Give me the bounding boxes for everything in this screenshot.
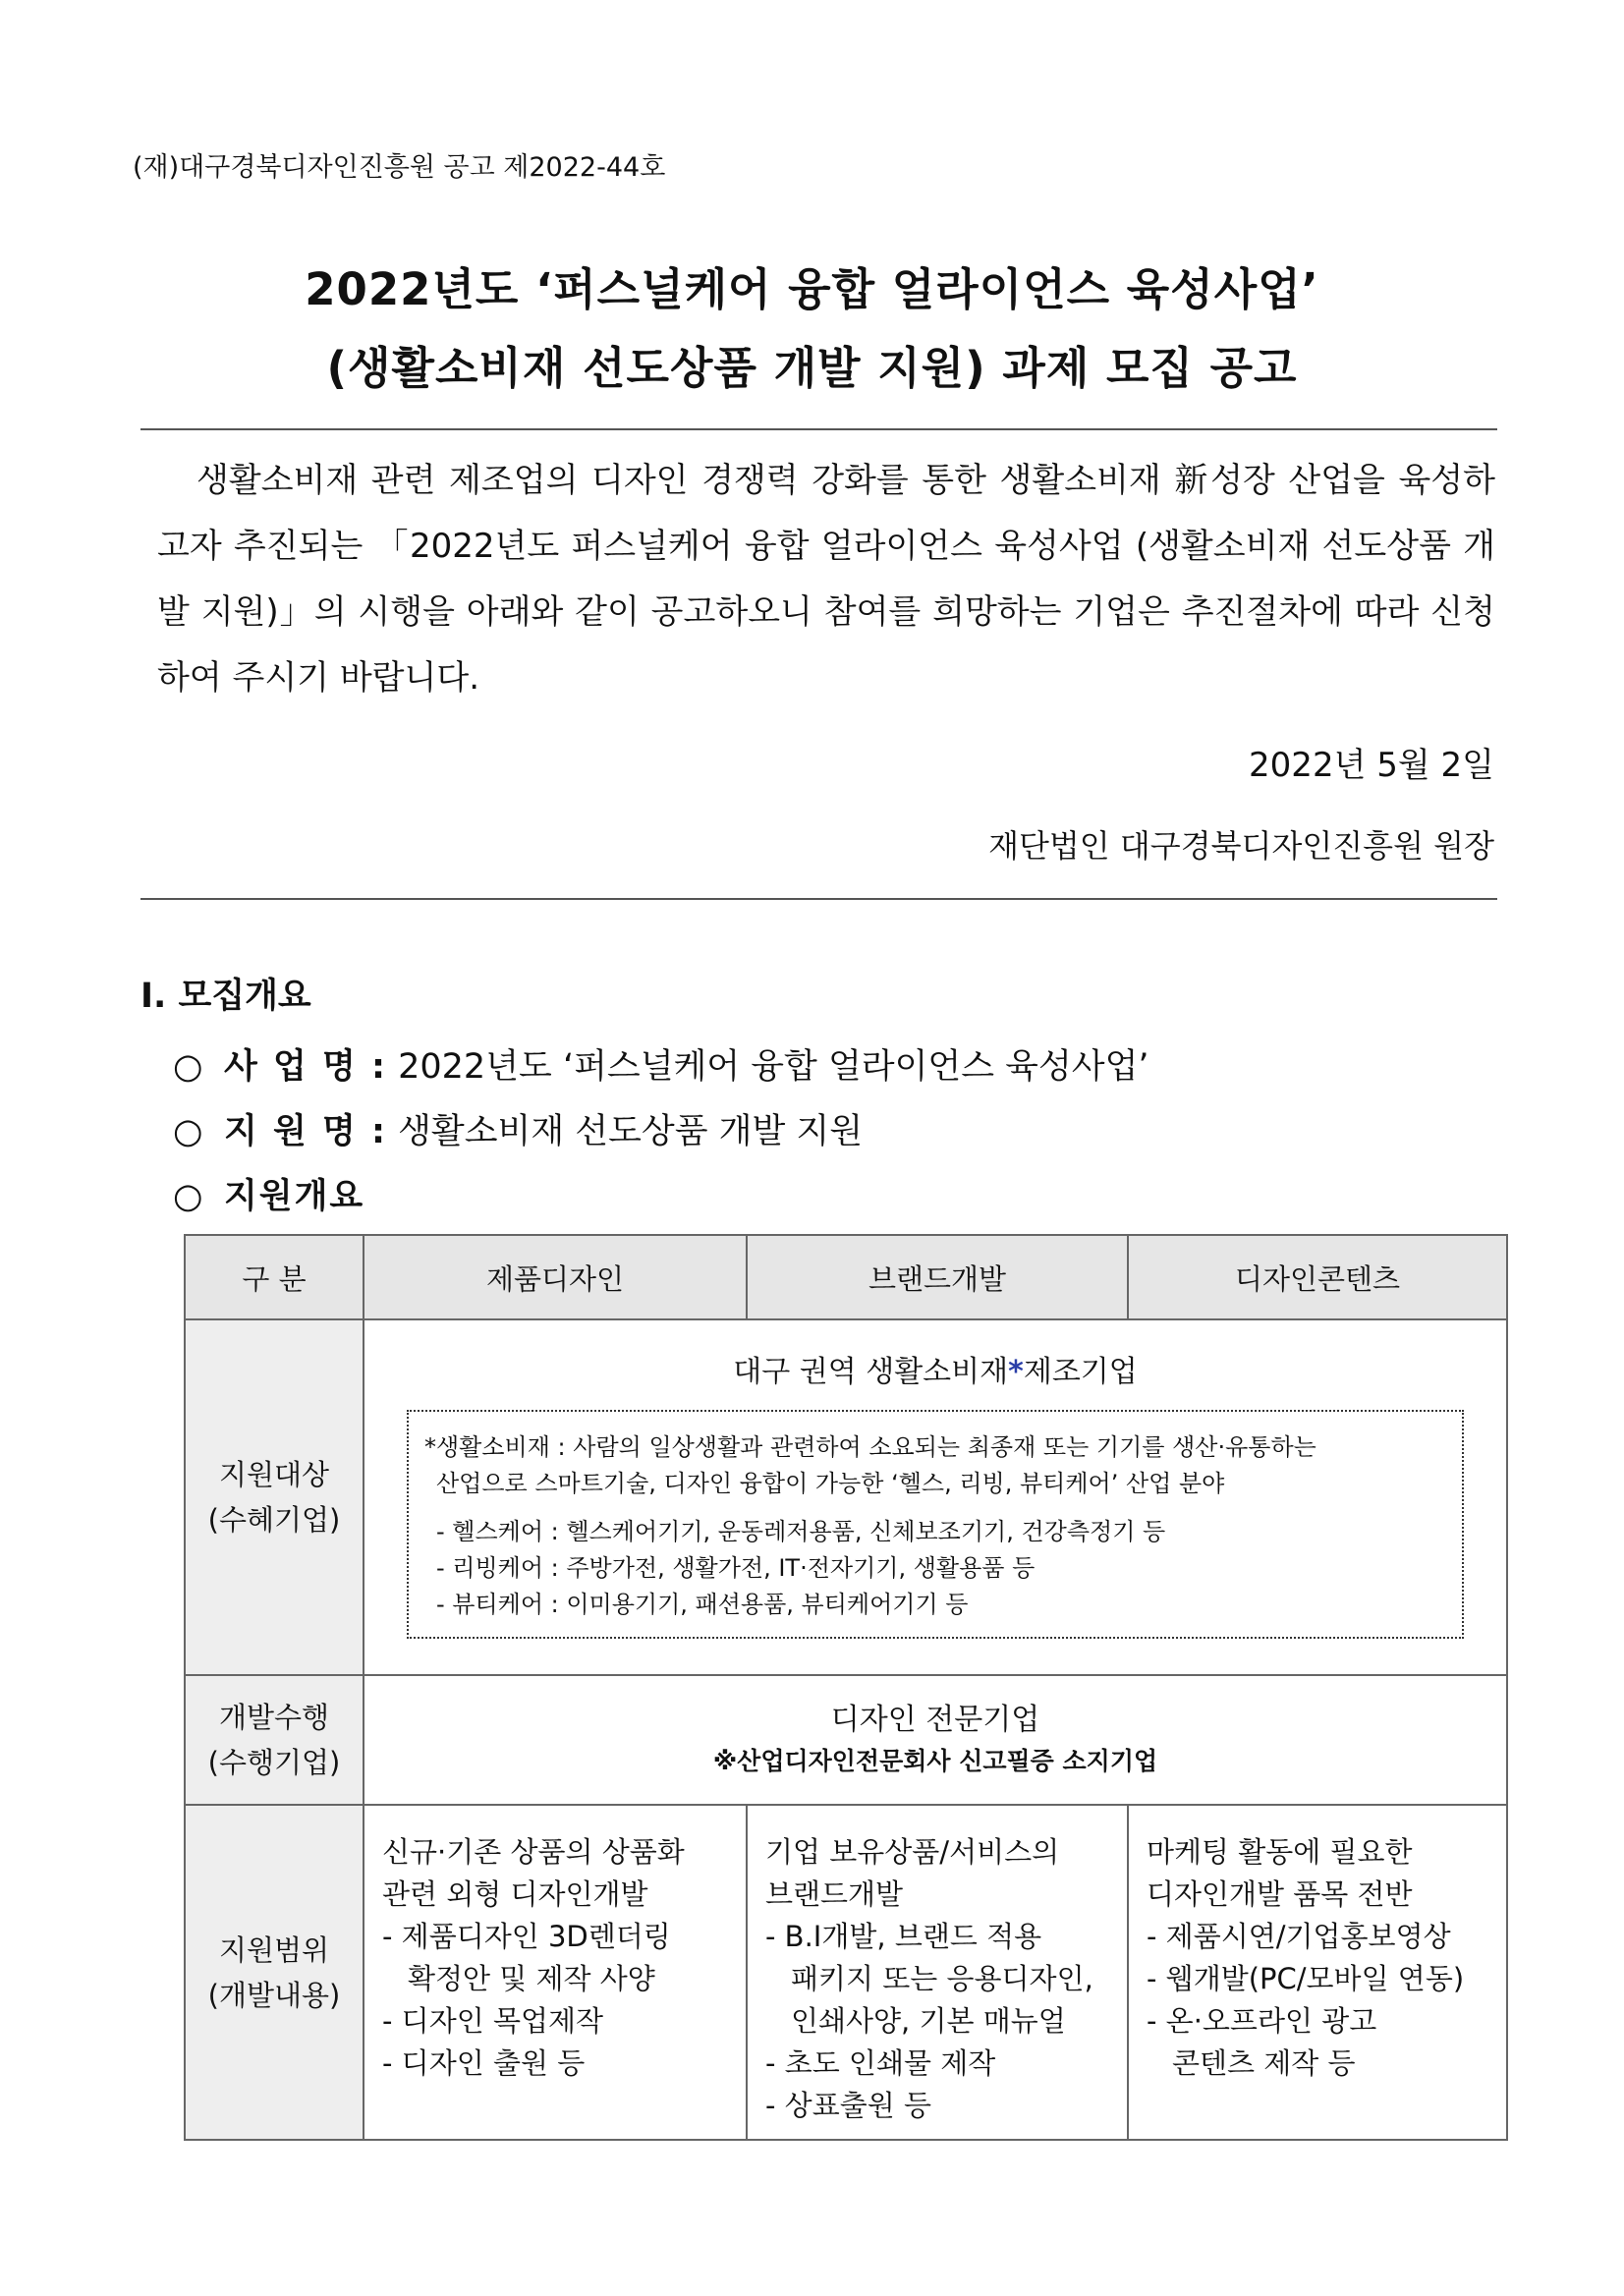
item-label: 사 업 명 : <box>224 1047 387 1087</box>
divider-top <box>140 428 1497 430</box>
support-overview-table <box>184 1234 1508 2141</box>
notice-number: (재)대구경북디자인진흥원 공고 제2022-44호 <box>133 152 666 183</box>
section-title: Ⅰ. 모집개요 <box>140 977 311 1016</box>
overview-item-project <box>173 1039 1149 1089</box>
list-item: - 뷰티케어 : 이미용기기, 패션용품, 뷰티케어기기 등 <box>436 1590 969 1618</box>
header-product-design: 제품디자인 <box>364 1235 747 1319</box>
item-label: 지원개요 <box>224 1177 365 1216</box>
circle-bullet-icon: ○ <box>173 1177 203 1216</box>
target-cell <box>364 1319 1507 1675</box>
divider-bottom <box>140 898 1497 900</box>
list-item: - 헬스케어 : 헬스케어기기, 운동레저용품, 신체보조기기, 건강측정기 등 <box>436 1517 1166 1545</box>
page-title-line1: 2022년도 ‘퍼스널케어 융합 얼라이언스 육성사업’ <box>305 263 1319 315</box>
scope-product-design: 신규·기존 상품의 상품화 관련 외형 디자인개발 - 제품디자인 3D렌더링 확정안 및 제작 사양 - 디자인 목업제작 - 디자인 출원 등 <box>364 1805 747 2140</box>
table-row-scope <box>185 1805 1507 2140</box>
row-label-scope: 지원범위 (개발내용) <box>185 1805 364 2140</box>
asterisk-icon: * <box>1008 1354 1024 1389</box>
overview-item-support-overview <box>173 1169 364 1218</box>
header-design-content: 디자인콘텐츠 <box>1128 1235 1507 1319</box>
table-header-row <box>185 1235 1507 1319</box>
scope-brand-dev: 기업 보유상품/서비스의 브랜드개발 - B.I개발, 브랜드 적용 패키지 또는 응용디자인, 인쇄사양, 기본 매뉴얼 - 초도 인쇄물 제작 - 상표출원 등 <box>747 1805 1128 2140</box>
item-value: 생활소비재 선도상품 개발 지원 <box>398 1112 864 1151</box>
table-row-target <box>185 1319 1507 1675</box>
exec-cell: 디자인 전문기업 ※산업디자인전문회사 신고필증 소지기업 <box>364 1675 1507 1805</box>
notice-date: 2022년 5월 2일 <box>1249 746 1494 785</box>
list-item: - 리빙케어 : 주방가전, 생활가전, IT·전자기기, 생활용품 등 <box>436 1553 1036 1582</box>
page-title-line2: (생활소비재 선도상품 개발 지원) 과제 모집 공고 <box>326 342 1298 394</box>
overview-item-support-name <box>173 1104 863 1153</box>
row-label-target: 지원대상 (수혜기업) <box>185 1319 364 1675</box>
issuer: 재단법인 대구경북디자인진흥원 원장 <box>988 827 1494 865</box>
item-value: 2022년도 ‘퍼스널케어 융합 얼라이언스 육성사업’ <box>398 1047 1149 1087</box>
circle-bullet-icon: ○ <box>173 1047 203 1087</box>
scope-design-content: 마케팅 활동에 필요한 디자인개발 품목 전반 - 제품시연/기업홍보영상 - 웹개발(PC/모바일 연동) - 온·오프라인 광고 콘텐츠 제작 등 <box>1128 1805 1507 2140</box>
item-label: 지 원 명 : <box>224 1112 387 1151</box>
row-label-exec: 개발수행 (수행기업) <box>185 1675 364 1805</box>
circle-bullet-icon: ○ <box>173 1112 203 1151</box>
header-category: 구 분 <box>185 1235 364 1319</box>
header-brand-dev: 브랜드개발 <box>747 1235 1128 1319</box>
intro-paragraph: 생활소비재 관련 제조업의 디자인 경쟁력 강화를 통한 생활소비재 新성장 산업을 육성하고자 추진되는 「2022년도 퍼스널케어 융합 얼라이언스 육성사업 (생활소비재 선도상품 개발 지원)」의 시행을 아래와 같이 공고하오니 참여를 희망하는 기업은 추진절차에 따라 신청하여 주시기 바랍니다. <box>157 461 1495 698</box>
definition-box: *생활소비재 : 사람의 일상생활과 관련하여 소요되는 최종재 또는 기기를 생산·유통하는 산업으로 스마트기술, 디자인 융합이 가능한 ‘헬스, 리빙, 뷰티케어’ 산업 분야 - 헬스케어 : 헬스케어기기, 운동레저용품, 신체보조기기, 건강측정기 등 - 리빙케어 : 주방가전, 생활가전, IT·전자기기, 생활용품 등 - 뷰티케어 : 이미용기기, 패션용품, 뷰티케어기기 등 <box>407 1410 1464 1639</box>
table-row-exec <box>185 1675 1507 1805</box>
target-heading: 대구 권역 생활소비재*제조기업 <box>733 1354 1138 1389</box>
